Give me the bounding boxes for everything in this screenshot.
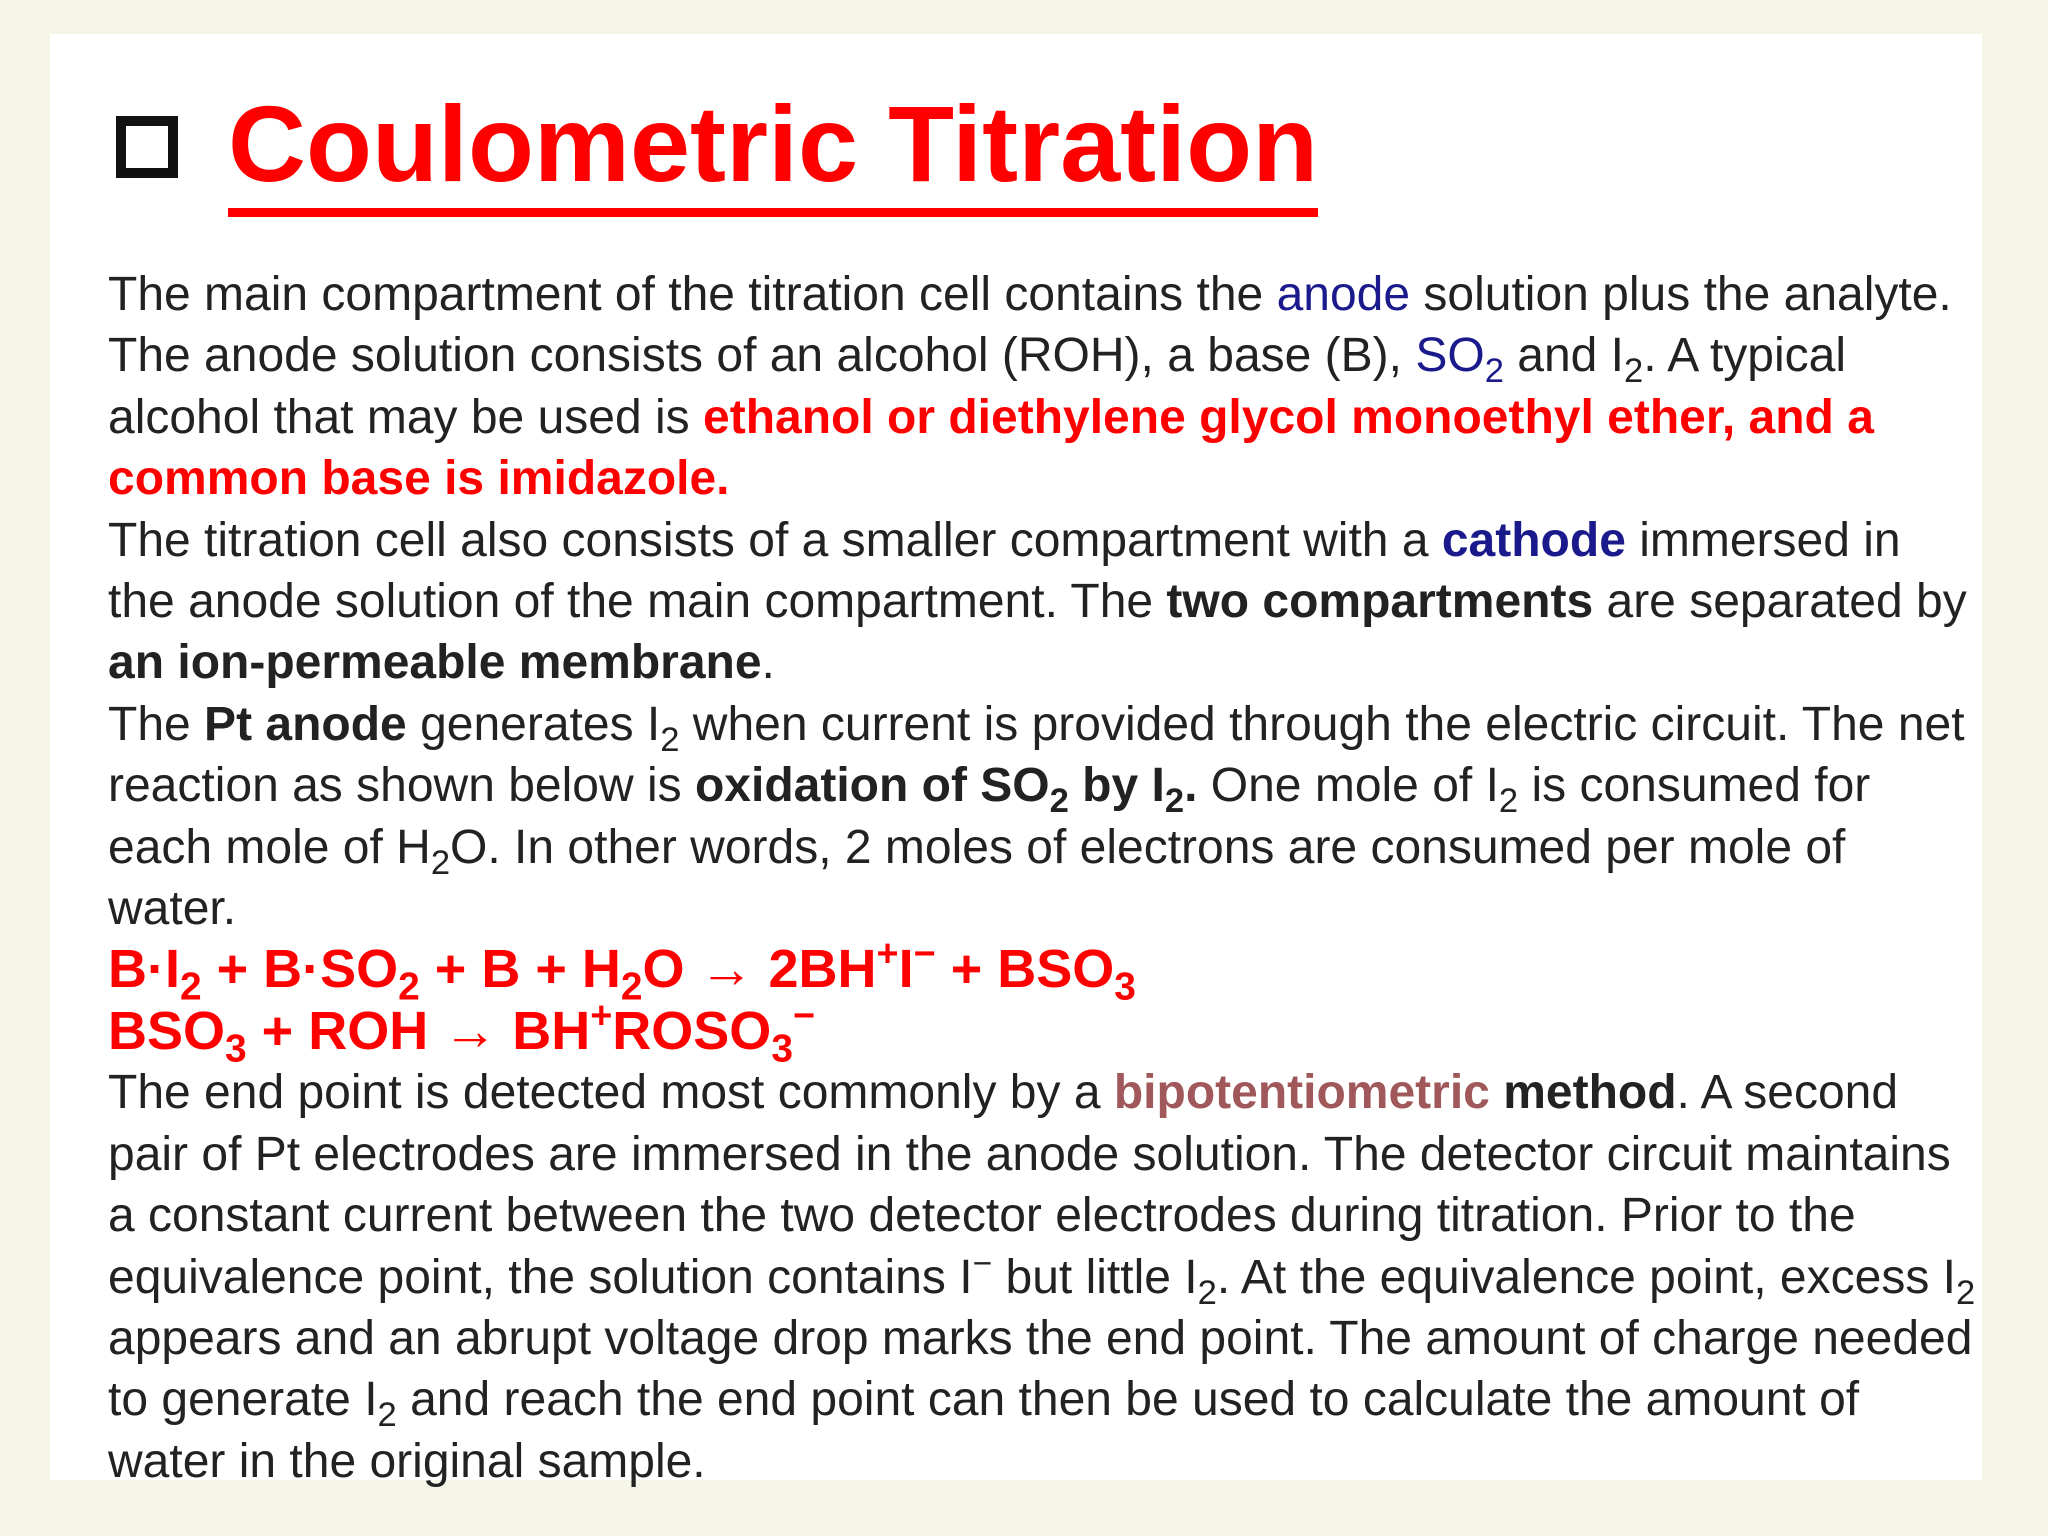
text: The main compartment of the titration cell contains the xyxy=(108,268,1277,321)
text: . A second pair of Pt electrodes are immersed in the anode solution. The detector circuit maintains a constant current between the two detector electrodes during titration. Prior to the equivalence point, the solution contains I xyxy=(108,1066,1951,1304)
text: is consumed for each mole of H xyxy=(108,759,1871,874)
body-text xyxy=(108,264,1978,1492)
bold-oxidation xyxy=(694,759,1198,821)
subscript: 2 xyxy=(620,965,643,1009)
subscript: 2 xyxy=(1955,1273,1976,1312)
subscript: 2 xyxy=(1624,352,1644,391)
subscript: 2 xyxy=(1484,352,1504,391)
subscript: 3 xyxy=(225,1027,247,1071)
paragraph-end-point xyxy=(108,1062,1978,1492)
text: BSO xyxy=(108,1000,226,1061)
text: but little I xyxy=(992,1250,1198,1304)
subscript: 2 xyxy=(179,965,202,1009)
text: solution plus the analyte. The anode solution consists of an alcohol (ROH), a base (B), xyxy=(108,268,1952,383)
text: immersed in the anode solution of the main compartment. The xyxy=(108,513,1901,629)
text: when current is provided through the electric circuit. The net reaction as shown below is xyxy=(108,697,1965,813)
text: . At the equivalence point, excess I xyxy=(1216,1250,1956,1304)
title-row xyxy=(116,83,1319,216)
text: O → 2BH xyxy=(642,939,877,1000)
bold-membrane: an ion-permeable membrane xyxy=(108,636,762,690)
equation-2 xyxy=(108,995,1978,1071)
subscript: 2 xyxy=(1164,782,1185,821)
text: I xyxy=(898,939,914,1000)
text: The titration cell also consists of a smaller compartment with a xyxy=(108,513,1442,567)
subscript: 2 xyxy=(1498,782,1519,821)
cathode-term: cathode xyxy=(1441,513,1626,567)
page-title: Coulometric Titration xyxy=(228,86,1318,217)
text: The end point is detected most commonly by a xyxy=(108,1066,1114,1120)
so2-term xyxy=(1415,329,1504,391)
superscript: − xyxy=(972,1245,993,1283)
slide xyxy=(50,34,1982,1488)
superscript: − xyxy=(792,995,816,1038)
subscript: 3 xyxy=(771,1027,793,1071)
bold-pt-anode: Pt anode xyxy=(204,697,407,751)
so2-text: SO xyxy=(1415,329,1485,383)
text: + B·SO xyxy=(201,939,399,1000)
text: generates I xyxy=(406,697,661,751)
subscript: 2 xyxy=(660,720,680,759)
text: by I xyxy=(1068,759,1165,813)
highlight-alcohol-base: ethanol or diethylene glycol monoethyl ether, and a common base is imidazole. xyxy=(108,390,1874,506)
anode-term: anode xyxy=(1276,268,1411,321)
equation-1 xyxy=(108,933,1978,1009)
text: + ROH → BH xyxy=(246,1000,591,1061)
text: and reach the end point can then be used to calculate the amount of water in the original sample. xyxy=(108,1373,1860,1488)
superscript: − xyxy=(913,933,936,976)
superscript: + xyxy=(590,995,613,1038)
text: and I xyxy=(1503,329,1624,383)
text: O. In other words, 2 moles of electrons are consumed per mole of water. xyxy=(108,820,1846,936)
text: B·I xyxy=(108,939,180,1000)
checkbox-bullet-icon xyxy=(116,116,178,178)
text: The xyxy=(108,697,205,751)
text: ROSO xyxy=(612,1000,772,1061)
text xyxy=(1490,1066,1503,1119)
subscript: 2 xyxy=(1197,1273,1217,1312)
paragraph-cathode xyxy=(108,510,1978,694)
bold-two-compartments: two compartments xyxy=(1166,575,1594,629)
text: . A typical alcohol that may be used is xyxy=(108,329,1846,444)
subscript: 2 xyxy=(377,1396,397,1435)
text: One mole of I xyxy=(1197,759,1499,813)
paragraph-anode-solution xyxy=(108,264,1978,510)
text: appears and an abrupt voltage drop marks the end point. The amount of charge needed to generate I xyxy=(108,1311,1973,1427)
text: oxidation of SO xyxy=(694,759,1050,813)
paragraph-pt-anode xyxy=(108,694,1978,940)
subscript: 2 xyxy=(1049,782,1069,821)
text: . xyxy=(761,636,775,690)
text: + BSO xyxy=(935,939,1115,1000)
bold-method: method xyxy=(1503,1066,1677,1120)
text: are separated by xyxy=(1593,575,1967,629)
bipotentiometric-term: bipotentiometric xyxy=(1113,1066,1490,1120)
superscript: + xyxy=(876,933,899,976)
subscript: 3 xyxy=(1114,965,1136,1009)
subscript: 2 xyxy=(430,843,451,882)
text: + B + H xyxy=(419,939,621,1000)
text: . xyxy=(1184,759,1198,813)
subscript: 2 xyxy=(398,965,420,1009)
